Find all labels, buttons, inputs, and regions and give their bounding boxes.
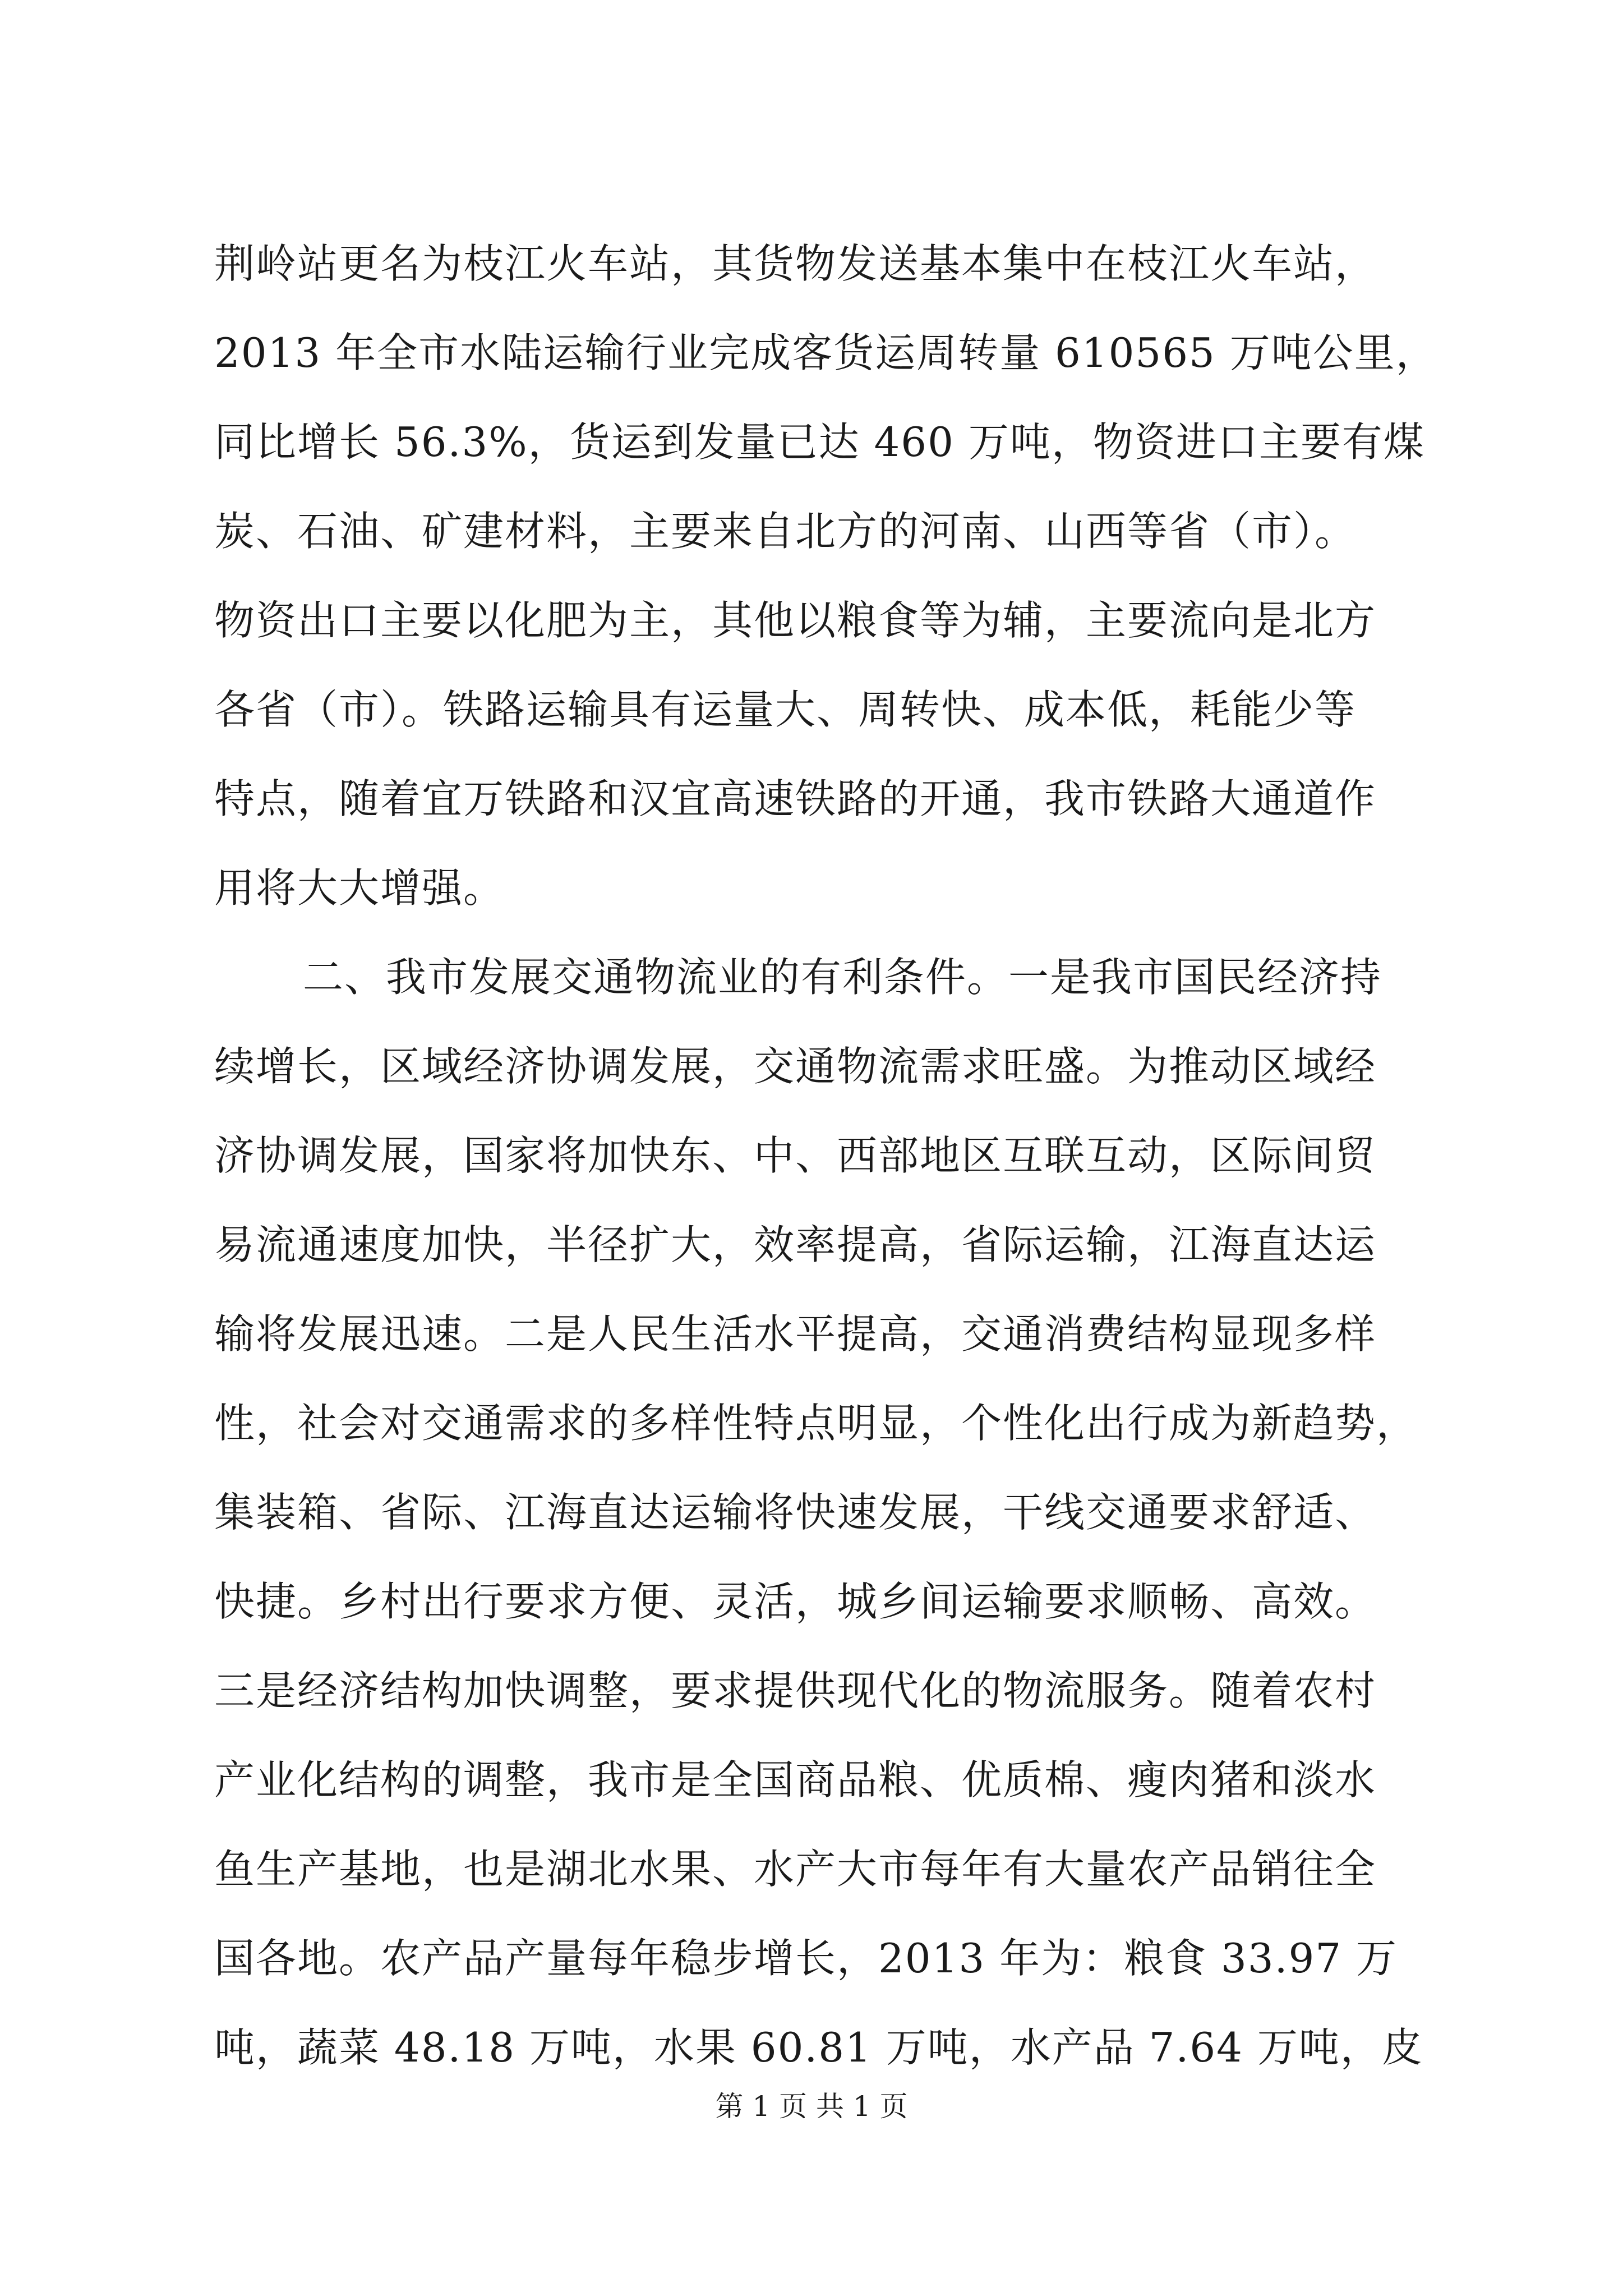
text-line: 续增长，区域经济协调发展，交通物流需求旺盛。为推动区域经 (214, 1043, 1377, 1090)
text-line: 三是经济结构加快调整，要求提供现代化的物流服务。随着农村 (214, 1667, 1377, 1714)
text-line: 各省（市）。铁路运输具有运量大、周转快、成本低，耗能少等 (214, 686, 1357, 733)
text-line: 炭、石油、矿建材料，主要来自北方的河南、山西等省（市）。 (214, 508, 1357, 555)
text-line: 集装箱、省际、江海直达运输将快速发展，干线交通要求舒适、 (214, 1489, 1377, 1536)
text-line: 2013 年全市水陆运输行业完成客货运周转量 610565 万吨公里， (214, 329, 1437, 376)
text-line: 性，社会对交通需求的多样性特点明显，个性化出行成为新趋势， (214, 1400, 1418, 1447)
text-line: 物资出口主要以化肥为主，其他以粮食等为辅，主要流向是北方 (214, 597, 1377, 644)
text-line: 快捷。乡村出行要求方便、灵活，城乡间运输要求顺畅、高效。 (214, 1578, 1377, 1625)
text-line: 用将大大增强。 (214, 864, 505, 912)
text-line: 输将发展迅速。二是人民生活水平提高，交通消费结构显现多样 (214, 1310, 1377, 1358)
paragraph-first-line: 二、我市发展交通物流业的有利条件。一是我市国民经济持 (303, 954, 1382, 1001)
text-line: 鱼生产基地，也是湖北水果、水产大市每年有大量农产品销往全 (214, 1846, 1377, 1893)
text-line: 国各地。农产品产量每年稳步增长，2013 年为：粮食 33.97 万 (214, 1935, 1398, 1982)
page-footer: 第 1 页 共 1 页 (715, 2090, 908, 2123)
text-line: 产业化结构的调整，我市是全国商品粮、优质棉、瘦肉猪和淡水 (214, 1756, 1377, 1803)
text-line: 同比增长 56.3%，货运到发量已达 460 万吨，物资进口主要有煤 (214, 418, 1425, 466)
text-line: 济协调发展，国家将加快东、中、西部地区互联互动，区际间贸 (214, 1132, 1377, 1179)
text-line: 特点，随着宜万铁路和汉宜高速铁路的开通，我市铁路大通道作 (214, 775, 1377, 822)
text-line: 易流通速度加快，半径扩大，效率提高，省际运输，江海直达运 (214, 1221, 1377, 1268)
text-line: 吨，蔬菜 48.18 万吨，水果 60.81 万吨，水产品 7.64 万吨，皮 (214, 2024, 1423, 2071)
text-line: 荆岭站更名为枝江火车站，其货物发送基本集中在枝江火车站， (214, 240, 1377, 287)
